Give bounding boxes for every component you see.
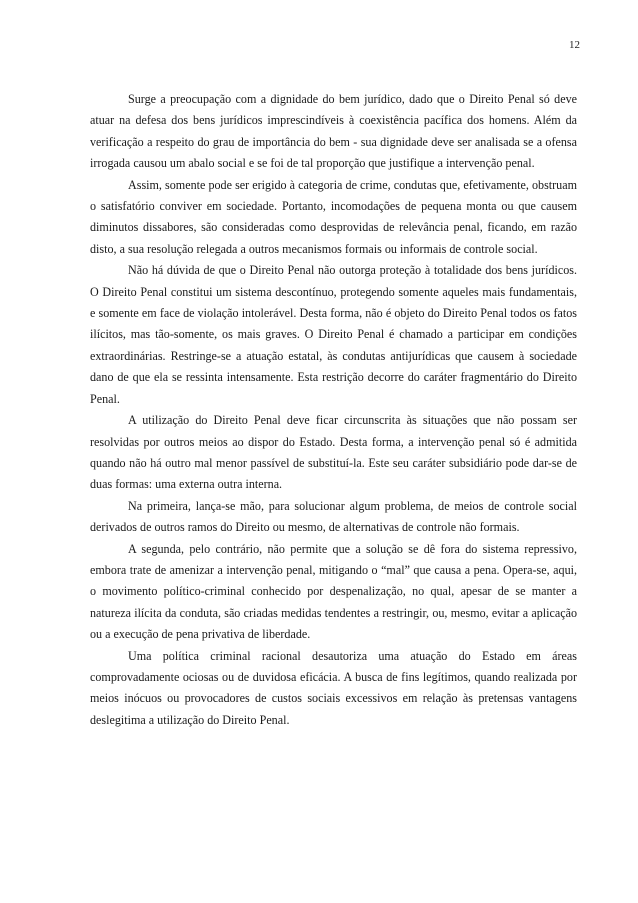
page-number: 12 <box>569 39 580 51</box>
paragraph-5: Na primeira, lança-se mão, para solucionar algum problema, de meios de controle social derivados de outros ramos do Direito ou mesmo, de alternativas de controle não formais. <box>90 498 577 535</box>
paragraph-3: Não há dúvida de que o Direito Penal não outorga proteção à totalidade dos bens jurídicos. O Direito Penal constitui um sistema descontínuo, protegendo somente aqueles mais fundamentais, e somente em face de violação intolerável. Desta forma, não é objeto do Direito Penal todos os fatos ilícitos, mas tão-somente, os mais graves. O Direito Penal é chamado a participar em condições extraordinárias. Restringe-se a atuação estatal, às condutas antijurídicas que causem à sociedade dano de que ela se ressinta intensamente. Esta restrição decorre do caráter fragmentário do Direito Penal. <box>90 263 577 406</box>
paragraph-4: A utilização do Direito Penal deve ficar circunscrita às situações que não possam ser resolvidas por outros meios ao dispor do Estado. Desta forma, a intervenção penal só é admitida quando não há outro mal menor passível de substituí-la. Este seu caráter subsidiário pode dar-se de duas formas: uma externa outra interna. <box>90 413 577 492</box>
body-text <box>90 89 577 731</box>
paragraph-6: A segunda, pelo contrário, não permite que a solução se dê fora do sistema repressivo, embora trate de amenizar a intervenção penal, mitigando o “mal” que causa a pena. Opera-se, aqui, o movimento político-criminal conhecido por despenalização, no qual, apesar de se manter a natureza ilícita da conduta, são criadas medidas tendentes a restringir, ou, mesmo, evitar a aplicação ou a execução de pena privativa de liberdade. <box>90 541 577 642</box>
paragraph-7: Uma política criminal racional desautoriza uma atuação do Estado em áreas comprovadamente ociosas ou de duvidosa eficácia. A busca de fins legítimos, quando realizada por meios inócuos ou provocadores de custos sociais excessivos em relação às pretensas vantagens deslegitima a utilização do Direito Penal. <box>90 648 577 727</box>
paragraph-1: Surge a preocupação com a dignidade do bem jurídico, dado que o Direito Penal só deve atuar na defesa dos bens jurídicos imprescindíveis à coexistência pacífica dos homens. Além da verificação a respeito do grau de importância do bem - sua dignidade deve ser analisada se a ofensa irrogada causou um abalo social e se foi de tal proporção que justifique a intervenção penal. <box>90 92 577 171</box>
paragraph-2: Assim, somente pode ser erigido à categoria de crime, condutas que, efetivamente, obstruam o satisfatório conviver em sociedade. Portanto, incomodações de pequena monta ou que causem diminutos dissabores, são consideradas como desprovidas de relevância penal, ficando, em razão disto, a sua resolução relegada a outros mecanismos formais ou informais de controle social. <box>90 177 577 256</box>
